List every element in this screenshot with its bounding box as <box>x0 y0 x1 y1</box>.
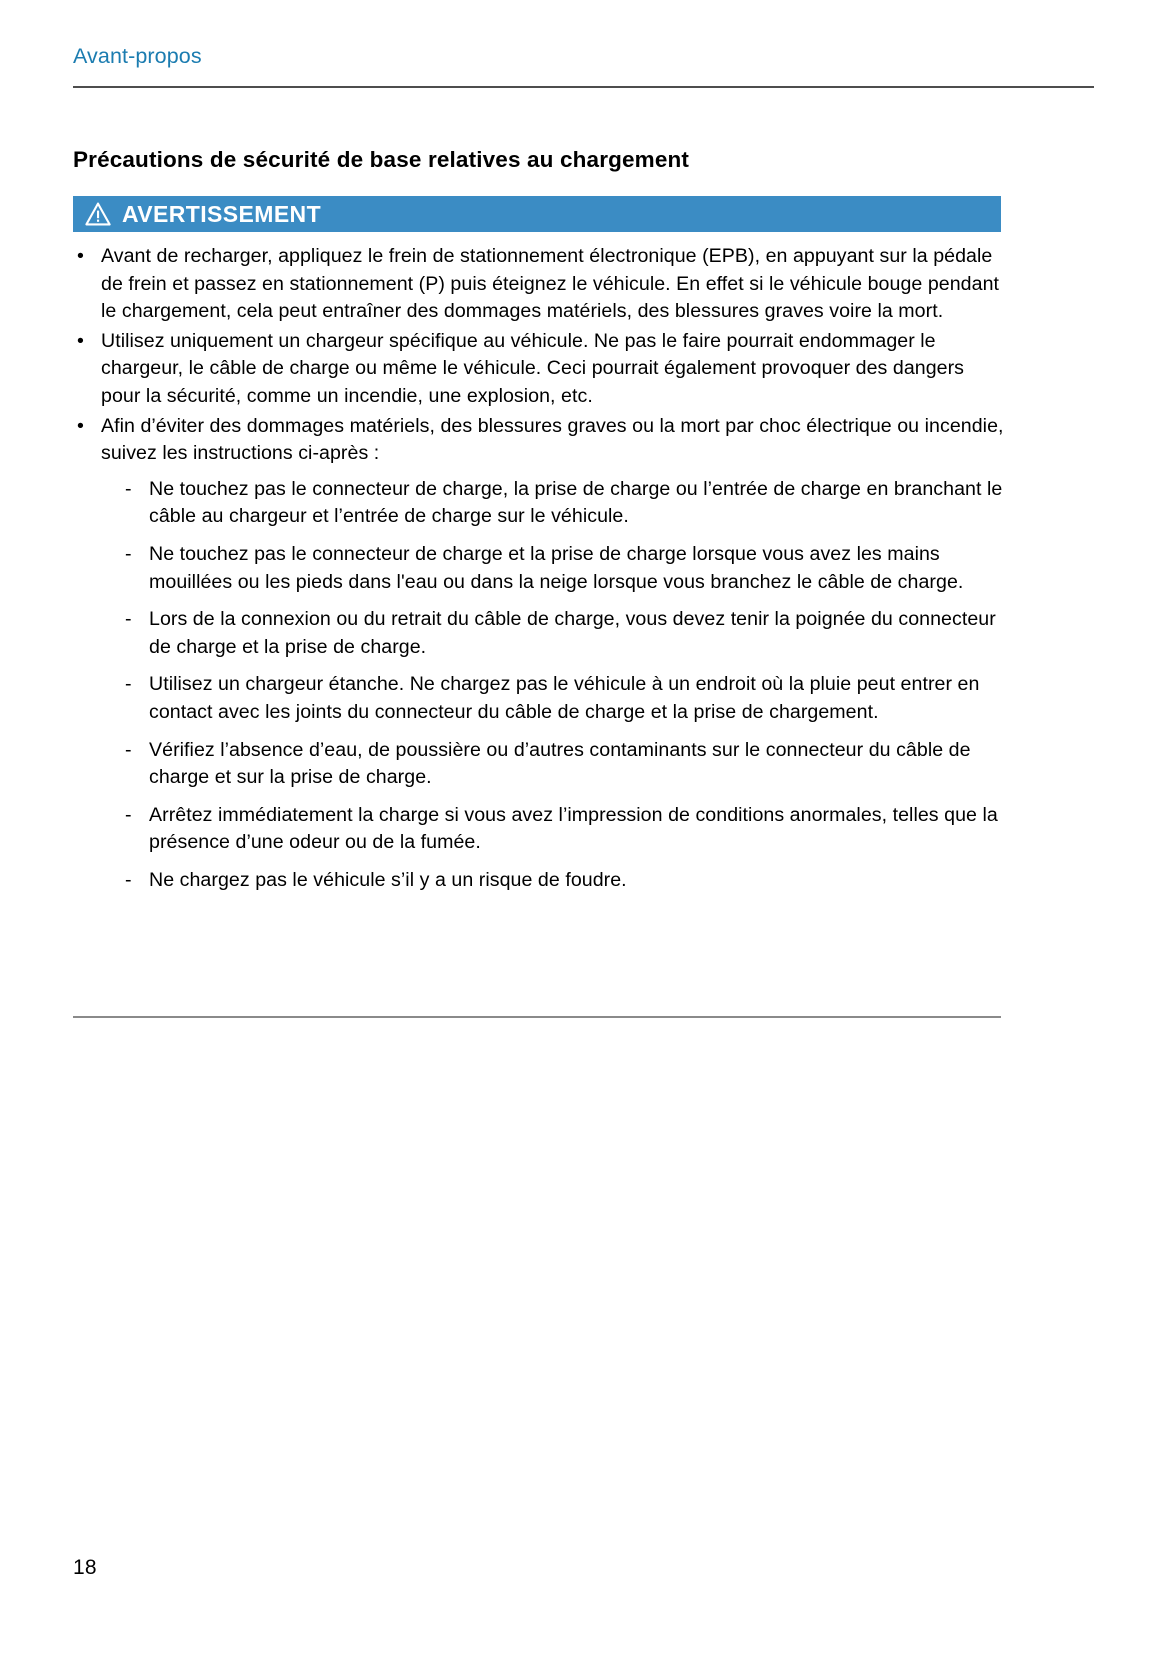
warning-banner <box>73 196 1001 232</box>
list-item <box>123 606 1008 661</box>
list-item-text: Lors de la connexion ou du retrait du câble de charge, vous devez tenir la poignée du connecteur de charge et la prise de charge. <box>149 608 996 658</box>
header-divider <box>73 86 1094 88</box>
dash-marker: - <box>125 738 132 761</box>
list-item <box>123 541 1008 596</box>
list-item-text: Ne touchez pas le connecteur de charge, la prise de charge ou l’entrée de charge en branchant le câble au chargeur et l’entrée de charge sur le véhicule. <box>149 477 1003 528</box>
list-item <box>123 671 1008 726</box>
warning-bullet-list <box>73 243 1008 894</box>
running-header-title: Avant-propos <box>73 44 202 68</box>
list-item-text: Avant de recharger, appliquez le frein de stationnement électronique (EPB), en appuyant sur la pédale de frein et passez en stationnement (P) puis éteignez le véhicule. En effet si le véhicule bouge pendant le chargement, cela peut entraîner des dommages matériels, des blessures graves voire la mort. <box>101 245 1000 323</box>
list-item <box>123 867 1008 895</box>
list-item-text: Vérifiez l’absence d’eau, de poussière ou d’autres contaminants sur le connecteur du câble de charge et sur la prise de charge. <box>149 738 971 789</box>
warning-triangle-icon <box>85 202 111 226</box>
bullet-marker: • <box>77 414 84 437</box>
dash-marker: - <box>125 542 132 565</box>
list-item-text: Utilisez un chargeur étanche. Ne chargez pas le véhicule à un endroit où la pluie peut entrer en contact avec les joints du connecteur du câble de charge et la prise de chargement. <box>149 673 980 723</box>
dash-marker: - <box>125 477 132 500</box>
sub-list-wrapper <box>123 476 1008 895</box>
dash-marker: - <box>125 608 132 631</box>
list-item <box>123 802 1008 857</box>
page-number: 18 <box>73 1556 97 1579</box>
dash-marker: - <box>125 803 132 826</box>
bullet-marker: • <box>77 245 84 267</box>
warning-body <box>73 243 1008 896</box>
warning-bottom-divider <box>73 1016 1001 1018</box>
warning-label: AVERTISSEMENT <box>122 200 322 227</box>
dash-marker: - <box>125 673 132 696</box>
section-title: Précautions de sécurité de base relatives au chargement <box>73 147 690 172</box>
list-item <box>73 413 1008 895</box>
dash-marker: - <box>125 868 132 891</box>
bullet-marker: • <box>77 329 84 352</box>
warning-sub-list <box>123 476 1008 895</box>
list-item-text: Ne touchez pas le connecteur de charge et la prise de charge lorsque vous avez les mains mouillées ou les pieds dans l'eau ou dans la neige lorsque vous branchez le câble de charge. <box>149 542 964 593</box>
list-item-text: Utilisez uniquement un chargeur spécifique au véhicule. Ne pas le faire pourrait endommager le chargeur, le câble de charge ou même le véhicule. Ceci pourrait également provoquer des dangers pour la sécurité, comme un incendie, une explosion, etc. <box>101 329 965 407</box>
list-item-text: Afin d’éviter des dommages matériels, des blessures graves ou la mort par choc électrique ou incendie, suivez les instructions ci-après : <box>101 414 1004 465</box>
list-item-text: Arrêtez immédiatement la charge si vous avez l’impression de conditions anormales, telles que la présence d’une odeur ou de la fumée. <box>149 803 998 854</box>
list-item-text: Ne chargez pas le véhicule s’il y a un risque de foudre. <box>149 868 627 891</box>
running-header <box>73 44 1001 70</box>
list-item <box>73 328 1008 411</box>
list-item <box>123 476 1008 531</box>
list-item <box>123 737 1008 792</box>
list-item <box>73 243 1008 326</box>
